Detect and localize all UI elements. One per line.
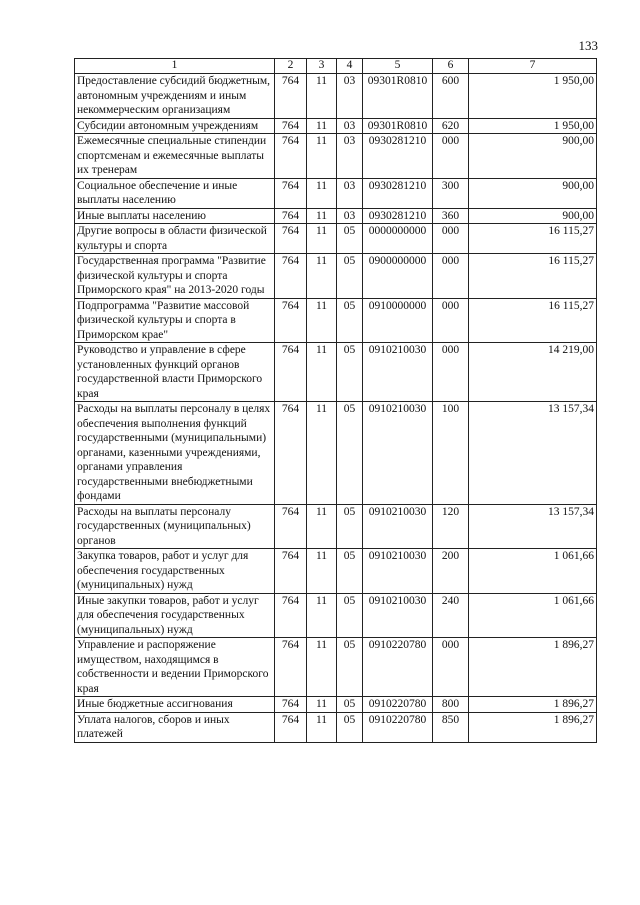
expense-type-code: 000 (433, 343, 469, 402)
amount: 1 896,27 (469, 638, 597, 697)
table-row (75, 504, 597, 549)
subsection-code: 05 (337, 402, 363, 505)
column-header: 4 (337, 59, 363, 74)
item-name: Предоставление субсидий бюджетным, автономным учреждениям и иным некоммерческим организациям (75, 74, 275, 119)
header-row (75, 59, 597, 74)
section-code: 11 (307, 178, 337, 208)
amount: 900,00 (469, 134, 597, 179)
subsection-code: 05 (337, 549, 363, 594)
target-article-code: 0000000000 (363, 224, 433, 254)
subsection-code: 05 (337, 343, 363, 402)
table-row (75, 712, 597, 742)
ministry-code: 764 (275, 118, 307, 134)
column-header: 1 (75, 59, 275, 74)
item-name: Ежемесячные специальные стипендии спортсменам и ежемесячные выплаты их тренерам (75, 134, 275, 179)
table-row (75, 593, 597, 638)
expense-type-code: 200 (433, 549, 469, 594)
column-header: 5 (363, 59, 433, 74)
section-code: 11 (307, 134, 337, 179)
target-article-code: 0910210030 (363, 402, 433, 505)
column-header: 7 (469, 59, 597, 74)
ministry-code: 764 (275, 549, 307, 594)
expense-type-code: 300 (433, 178, 469, 208)
subsection-code: 05 (337, 254, 363, 299)
expense-type-code: 000 (433, 254, 469, 299)
item-name: Руководство и управление в сфере установленных функций органов государственной власти Приморского края (75, 343, 275, 402)
target-article-code: 0910210030 (363, 504, 433, 549)
expense-type-code: 850 (433, 712, 469, 742)
subsection-code: 03 (337, 178, 363, 208)
section-code: 11 (307, 343, 337, 402)
expense-type-code: 000 (433, 298, 469, 343)
expense-type-code: 360 (433, 208, 469, 224)
target-article-code: 0930281210 (363, 208, 433, 224)
ministry-code: 764 (275, 638, 307, 697)
table-row (75, 208, 597, 224)
item-name: Расходы на выплаты персоналу в целях обеспечения выполнения функций государственными (муниципальными) органами, казенными учреждениями, органами управления государственными внебюджетными фондами (75, 402, 275, 505)
table-row (75, 224, 597, 254)
expense-type-code: 240 (433, 593, 469, 638)
table-row (75, 134, 597, 179)
amount: 1 950,00 (469, 118, 597, 134)
amount: 13 157,34 (469, 402, 597, 505)
item-name: Государственная программа "Развитие физической культуры и спорта Приморского края" на 2013-2020 годы (75, 254, 275, 299)
table-row (75, 549, 597, 594)
subsection-code: 03 (337, 118, 363, 134)
table-row (75, 74, 597, 119)
target-article-code: 0910000000 (363, 298, 433, 343)
section-code: 11 (307, 697, 337, 713)
amount: 1 061,66 (469, 593, 597, 638)
section-code: 11 (307, 74, 337, 119)
amount: 1 896,27 (469, 697, 597, 713)
ministry-code: 764 (275, 343, 307, 402)
section-code: 11 (307, 254, 337, 299)
subsection-code: 05 (337, 697, 363, 713)
item-name: Уплата налогов, сборов и иных платежей (75, 712, 275, 742)
subsection-code: 03 (337, 134, 363, 179)
section-code: 11 (307, 298, 337, 343)
item-name: Расходы на выплаты персоналу государственных (муниципальных) органов (75, 504, 275, 549)
target-article-code: 0910210030 (363, 593, 433, 638)
item-name: Социальное обеспечение и иные выплаты населению (75, 178, 275, 208)
target-article-code: 0910220780 (363, 638, 433, 697)
amount: 1 061,66 (469, 549, 597, 594)
target-article-code: 0930281210 (363, 178, 433, 208)
ministry-code: 764 (275, 298, 307, 343)
ministry-code: 764 (275, 208, 307, 224)
target-article-code: 0910220780 (363, 712, 433, 742)
ministry-code: 764 (275, 254, 307, 299)
expense-type-code: 800 (433, 697, 469, 713)
amount: 900,00 (469, 178, 597, 208)
table-row (75, 178, 597, 208)
section-code: 11 (307, 504, 337, 549)
table-row (75, 402, 597, 505)
amount: 13 157,34 (469, 504, 597, 549)
column-header: 6 (433, 59, 469, 74)
section-code: 11 (307, 208, 337, 224)
section-code: 11 (307, 549, 337, 594)
expense-type-code: 620 (433, 118, 469, 134)
section-code: 11 (307, 402, 337, 505)
amount: 1 950,00 (469, 74, 597, 119)
amount: 900,00 (469, 208, 597, 224)
item-name: Другие вопросы в области физической культуры и спорта (75, 224, 275, 254)
ministry-code: 764 (275, 402, 307, 505)
item-name: Иные выплаты населению (75, 208, 275, 224)
expense-type-code: 120 (433, 504, 469, 549)
amount: 16 115,27 (469, 298, 597, 343)
target-article-code: 0910210030 (363, 343, 433, 402)
item-name: Управление и распоряжение имуществом, находящимся в собственности и ведении Приморского края (75, 638, 275, 697)
target-article-code: 0910210030 (363, 549, 433, 594)
ministry-code: 764 (275, 134, 307, 179)
subsection-code: 03 (337, 74, 363, 119)
table-row (75, 697, 597, 713)
ministry-code: 764 (275, 712, 307, 742)
section-code: 11 (307, 712, 337, 742)
target-article-code: 09301R0810 (363, 74, 433, 119)
table-row (75, 254, 597, 299)
table-row (75, 298, 597, 343)
item-name: Субсидии автономным учреждениям (75, 118, 275, 134)
expense-type-code: 600 (433, 74, 469, 119)
amount: 16 115,27 (469, 254, 597, 299)
item-name: Закупка товаров, работ и услуг для обеспечения государственных (муниципальных) нужд (75, 549, 275, 594)
table-row (75, 343, 597, 402)
subsection-code: 05 (337, 504, 363, 549)
amount: 16 115,27 (469, 224, 597, 254)
ministry-code: 764 (275, 504, 307, 549)
subsection-code: 05 (337, 638, 363, 697)
page-number: 133 (578, 38, 598, 53)
section-code: 11 (307, 593, 337, 638)
expense-type-code: 000 (433, 134, 469, 179)
column-header: 2 (275, 59, 307, 74)
item-name: Подпрограмма "Развитие массовой физической культуры и спорта в Приморском крае" (75, 298, 275, 343)
subsection-code: 05 (337, 224, 363, 254)
subsection-code: 03 (337, 208, 363, 224)
ministry-code: 764 (275, 74, 307, 119)
subsection-code: 05 (337, 298, 363, 343)
section-code: 11 (307, 118, 337, 134)
ministry-code: 764 (275, 178, 307, 208)
subsection-code: 05 (337, 712, 363, 742)
table-row (75, 638, 597, 697)
ministry-code: 764 (275, 593, 307, 638)
expense-type-code: 100 (433, 402, 469, 505)
budget-table (74, 58, 597, 743)
target-article-code: 0900000000 (363, 254, 433, 299)
target-article-code: 0930281210 (363, 134, 433, 179)
amount: 14 219,00 (469, 343, 597, 402)
subsection-code: 05 (337, 593, 363, 638)
target-article-code: 0910220780 (363, 697, 433, 713)
table-row (75, 118, 597, 134)
item-name: Иные закупки товаров, работ и услуг для обеспечения государственных (муниципальных) нужд (75, 593, 275, 638)
section-code: 11 (307, 224, 337, 254)
column-header: 3 (307, 59, 337, 74)
ministry-code: 764 (275, 224, 307, 254)
item-name: Иные бюджетные ассигнования (75, 697, 275, 713)
target-article-code: 09301R0810 (363, 118, 433, 134)
expense-type-code: 000 (433, 224, 469, 254)
section-code: 11 (307, 638, 337, 697)
expense-type-code: 000 (433, 638, 469, 697)
amount: 1 896,27 (469, 712, 597, 742)
table-body (75, 74, 597, 743)
ministry-code: 764 (275, 697, 307, 713)
